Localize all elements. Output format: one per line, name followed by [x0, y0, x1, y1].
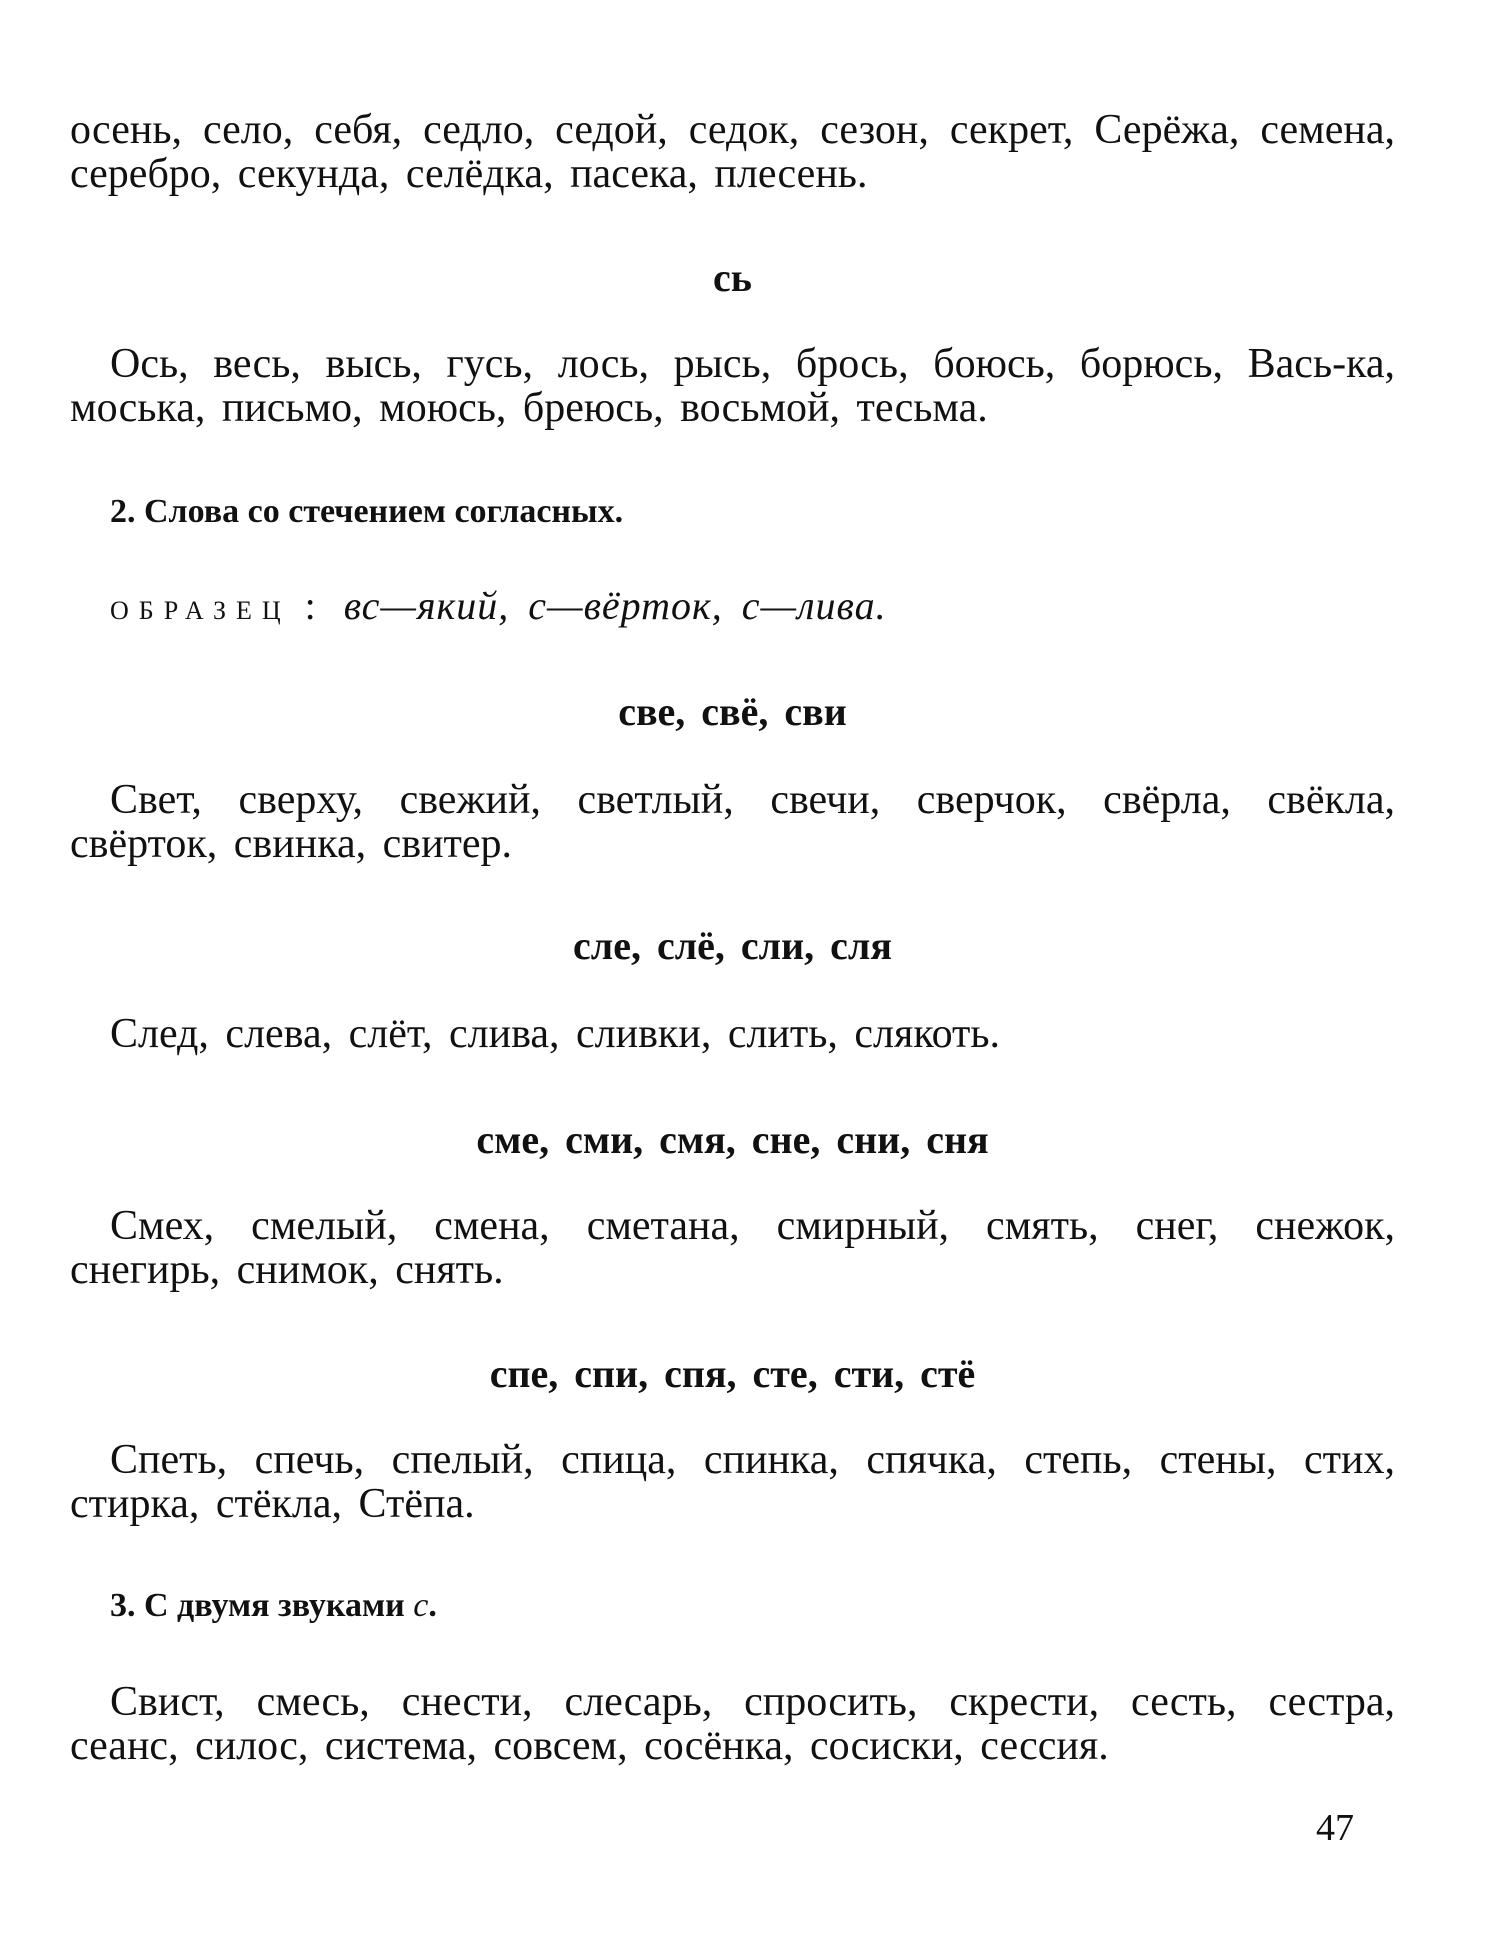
group-heading: сле, слё, сли, сля	[573, 923, 892, 968]
group-words: Смех, смелый, смена, сметана, смирный, смять, снег, снежок, снегирь, снимок, снять.	[70, 1203, 1395, 1293]
task-3-title	[70, 1586, 1435, 1626]
heading-s-soft: сь	[713, 255, 752, 300]
top-paragraph: осень, село, себя, седло, седой, седок, сезон, секрет, Серёжа, семена, серебро, секунда, селёдка, пасека, плесень.	[70, 107, 1395, 197]
words-s-soft: Ось, весь, высь, гусь, лось, рысь, брось, боюсь, борюсь, Вась-ка, моська, письмо, моюсь, бреюсь, восьмой, тесьма.	[70, 341, 1395, 431]
sample-example: вс—який, с—вёрток, с—лива.	[343, 583, 887, 628]
group-words: Свет, сверху, свежий, светлый, свечи, сверчок, свёрла, свёкла, свёрток, свинка, свитер.	[70, 777, 1395, 867]
task-2-sample	[70, 584, 1435, 633]
task-3-title-text: 3. С двумя звуками	[110, 1587, 405, 1624]
task-3-title-letter: с	[413, 1587, 429, 1624]
task-3-title-end: .	[428, 1587, 437, 1624]
group-words: След, слева, слёт, слива, сливки, слить, слякоть.	[110, 1011, 1001, 1057]
task-3-words: Свист, смесь, снести, слесарь, спросить, скрести, сесть, сестра, сеанс, силос, система, совсем, сосёнка, сосиски, сессия.	[70, 1679, 1395, 1769]
sample-colon: :	[304, 583, 316, 628]
group-heading: све, свё, сви	[618, 689, 847, 734]
sample-label: ОБРАЗЕЦ	[110, 596, 291, 625]
group-words: Спеть, спечь, спелый, спица, спинка, спячка, степь, стены, стих, стирка, стёкла, Стёпа.	[70, 1437, 1395, 1527]
page-number: 47	[1316, 1807, 1354, 1849]
group-heading: спе, спи, спя, сте, сти, стё	[489, 1351, 976, 1396]
task-2-title: 2. Слова со стечением согласных.	[110, 493, 624, 530]
group-heading: сме, сми, смя, сне, сни, сня	[476, 1117, 989, 1162]
